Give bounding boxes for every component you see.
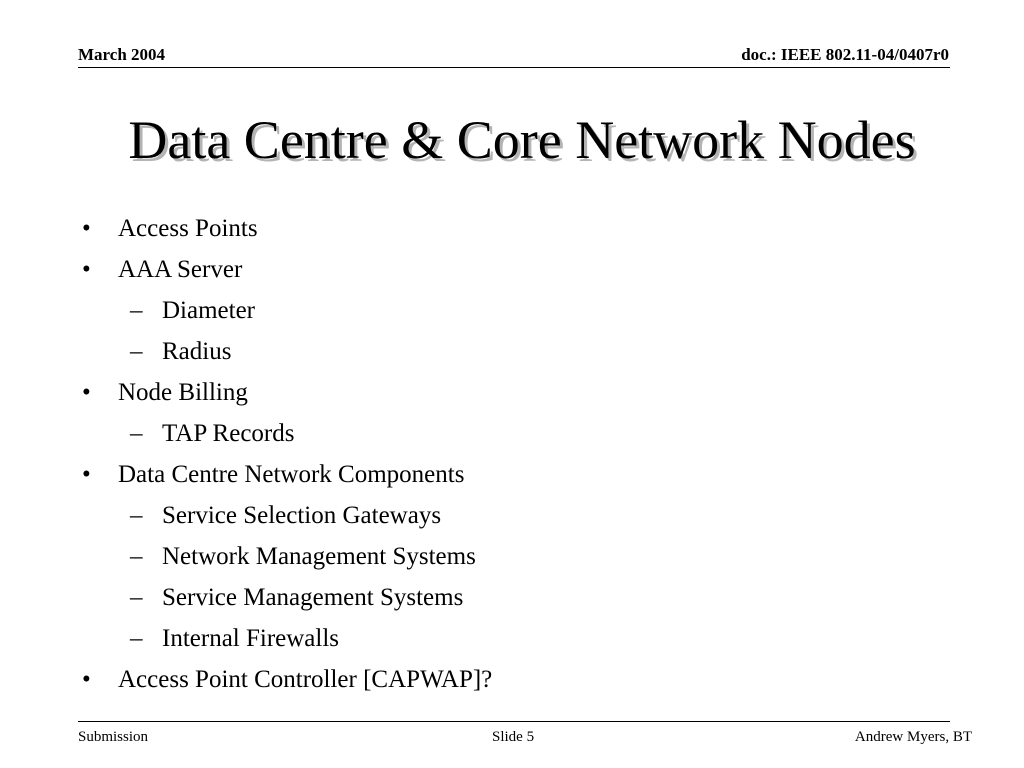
bullet-marker: • xyxy=(82,215,91,242)
sub-bullet-item xyxy=(130,419,295,449)
sub-bullet-item xyxy=(130,624,340,654)
sub-bullet-item xyxy=(130,337,232,367)
bullet-item xyxy=(82,460,465,490)
dash-marker: – xyxy=(130,625,143,652)
sub-bullet-text: TAP Records xyxy=(162,420,295,447)
sub-bullet-text: Service Management Systems xyxy=(162,584,464,611)
bullet-text: Data Centre Network Components xyxy=(118,461,465,488)
bullet-item xyxy=(82,665,493,695)
header-date: March 2004 xyxy=(78,45,166,64)
bullet-text: Access Points xyxy=(118,215,258,242)
sub-bullet-text: Diameter xyxy=(162,297,256,324)
footer-divider xyxy=(78,721,950,722)
bullet-text: Node Billing xyxy=(118,379,248,406)
bullet-text: Access Point Controller [CAPWAP]? xyxy=(118,666,493,693)
bullet-marker: • xyxy=(82,666,91,693)
footer-author: Andrew Myers, BT xyxy=(854,729,972,745)
bullet-item xyxy=(82,255,243,285)
footer-submission: Submission xyxy=(78,729,149,745)
dash-marker: – xyxy=(130,420,143,447)
sub-bullet-text: Network Management Systems xyxy=(162,543,476,570)
dash-marker: – xyxy=(130,338,143,365)
header-doc-id: doc.: IEEE 802.11-04/0407r0 xyxy=(741,45,949,64)
header-divider xyxy=(78,67,950,68)
bullet-item xyxy=(82,378,248,408)
dash-marker: – xyxy=(130,297,143,324)
sub-bullet-item xyxy=(130,501,442,531)
bullet-marker: • xyxy=(82,379,91,406)
slide-title: Data Centre & Core Network Nodes xyxy=(128,110,916,170)
sub-bullet-text: Internal Firewalls xyxy=(162,625,340,652)
sub-bullet-item xyxy=(130,542,476,572)
bullet-marker: • xyxy=(82,461,91,488)
sub-bullet-text: Radius xyxy=(162,338,232,365)
dash-marker: – xyxy=(130,543,143,570)
bullet-marker: • xyxy=(82,256,91,283)
sub-bullet-item xyxy=(130,583,464,613)
bullet-text: AAA Server xyxy=(118,256,243,283)
footer-slide-number: Slide 5 xyxy=(492,729,535,745)
sub-bullet-item xyxy=(130,296,256,326)
bullet-item xyxy=(82,214,258,244)
sub-bullet-text: Service Selection Gateways xyxy=(162,502,442,529)
dash-marker: – xyxy=(130,584,143,611)
dash-marker: – xyxy=(130,502,143,529)
